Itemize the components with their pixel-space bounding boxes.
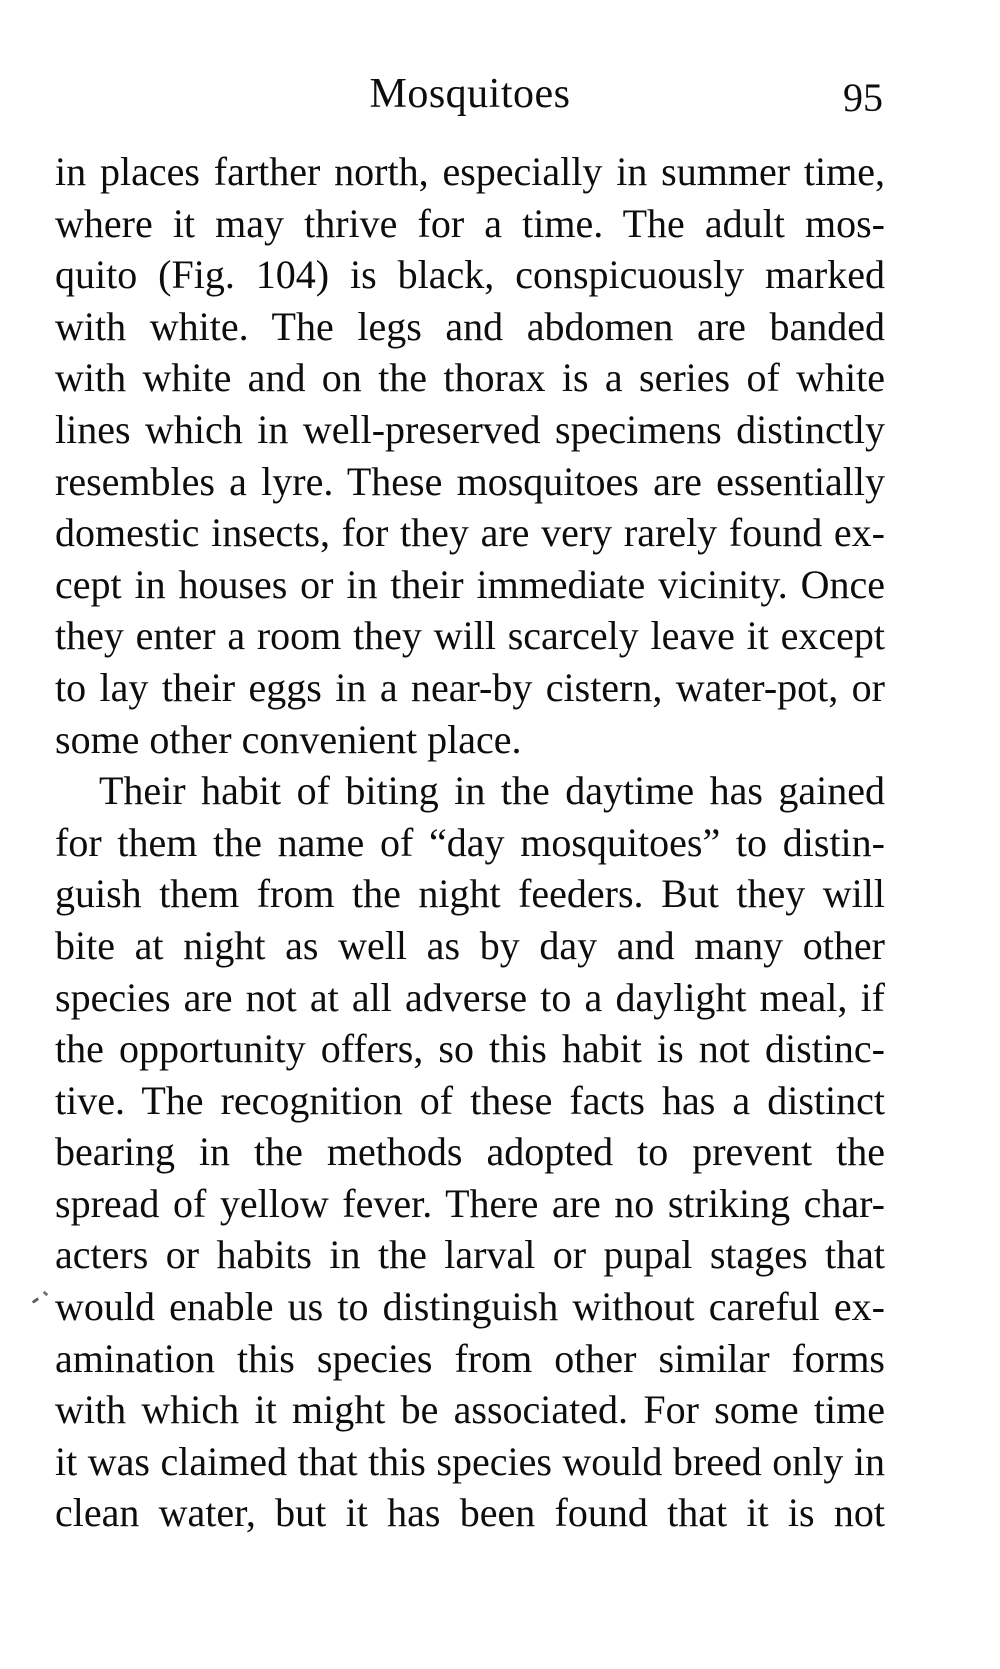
text-line: acters or habits in the larval or pupal stages that xyxy=(55,1232,885,1278)
text-line: amination this species from other similar forms xyxy=(55,1335,885,1381)
page-header xyxy=(55,70,885,122)
text-line: to lay their eggs in a near-by cistern, water-pot, or xyxy=(55,664,885,710)
text-line: Their habit of biting in the daytime has gained xyxy=(99,768,885,814)
text-line: they enter a room they will scarcely leave it except xyxy=(55,613,885,659)
text-line: spread of yellow fever. There are no striking char- xyxy=(55,1180,885,1226)
text-line: with which it might be associated. For some time xyxy=(55,1387,885,1433)
text-line: with white. The legs and abdomen are banded xyxy=(55,303,885,349)
page-number: 95 xyxy=(843,75,883,120)
text-line: in places farther north, especially in summer time, xyxy=(55,149,885,194)
print-artifact-mark xyxy=(43,1291,49,1297)
text-line: cept in houses or in their immediate vicinity. Once xyxy=(55,561,885,607)
text-line: with white and on the thorax is a series of white xyxy=(55,355,885,401)
text-line: tive. The recognition of these facts has a distinct xyxy=(55,1077,885,1123)
text-line: guish them from the night feeders. But they will xyxy=(55,871,885,917)
text-line: some other convenient place. xyxy=(55,716,522,762)
body-text xyxy=(55,146,885,1539)
text-line: quito (Fig. 104) is black, conspicuously marked xyxy=(55,252,885,298)
text-line: for them the name of “day mosquitoes” to distin- xyxy=(55,819,885,865)
text-line: species are not at all adverse to a daylight meal, if xyxy=(55,974,885,1020)
running-title: Mosquitoes xyxy=(369,71,571,117)
text-line: bite at night as well as by day and many other xyxy=(55,922,885,968)
print-artifact-mark xyxy=(32,1297,39,1303)
text-line: bearing in the methods adopted to prevent the xyxy=(55,1129,885,1175)
text-line: resembles a lyre. These mosquitoes are essentially xyxy=(55,458,885,504)
text-line: the opportunity offers, so this habit is not distinc- xyxy=(55,1026,885,1072)
text-line: clean water, but it has been found that it is not xyxy=(55,1490,885,1536)
text-line: would enable us to distinguish without careful ex- xyxy=(55,1284,885,1330)
text-line: lines which in well-preserved specimens distinctly xyxy=(55,406,885,452)
text-line: domestic insects, for they are very rarely found ex- xyxy=(55,510,885,556)
text-line: where it may thrive for a time. The adult mos- xyxy=(55,200,885,246)
text-line: it was claimed that this species would breed only in xyxy=(55,1438,885,1484)
